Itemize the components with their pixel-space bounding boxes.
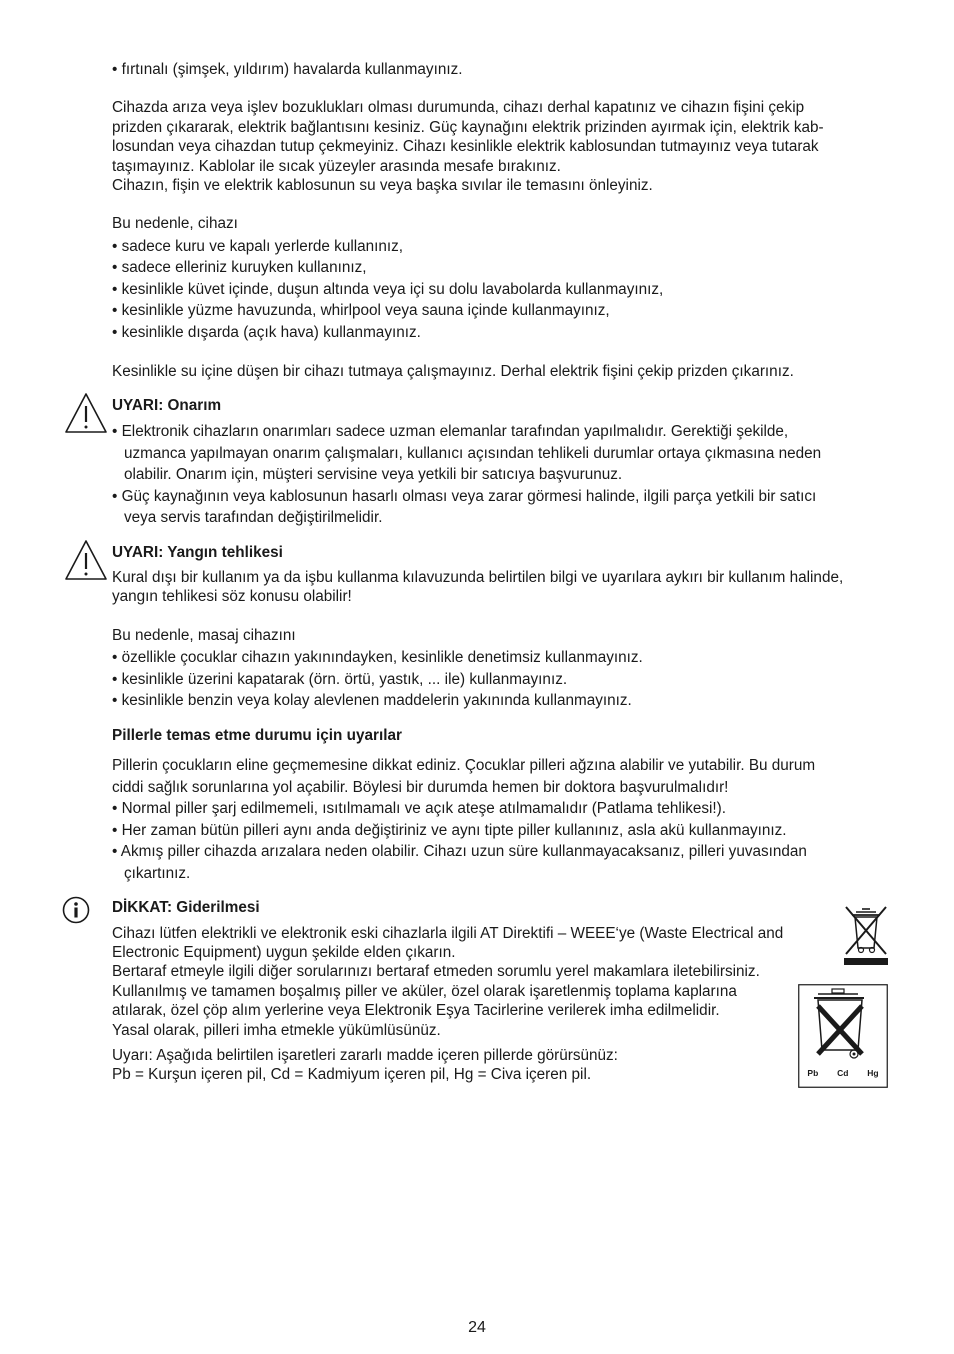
crossed-bin-icon xyxy=(842,904,890,966)
list-item: • kesinlikle dışarda (açık hava) kullanmayınız. xyxy=(112,323,421,341)
disposal-section xyxy=(112,898,892,1085)
list-item: • Akmış piller cihazda arızalara neden olabilir. Cihazı uzun süre kullanmayacaksanız, pilleri yuvasından xyxy=(112,843,807,861)
water-paragraph: Kesinlikle su içine düşen bir cihazı tutmaya çalışmayınız. Derhal elektrik fişini çekip prizden çıkarınız. xyxy=(112,363,794,381)
list-item: • kesinlikle küvet içinde, duşun altında veya içi su dolu lavabolarda kullanmayınız, xyxy=(112,280,664,298)
list-item: • kesinlikle benzin veya kolay alevlenen maddelerin yakınında kullanmayınız. xyxy=(112,692,632,710)
device-lead: Bu nedenle, cihazı xyxy=(112,215,238,233)
battery-label-hg: Hg xyxy=(867,1068,879,1079)
repair-title: UYARI: Onarım xyxy=(112,396,222,414)
batteries-section: Pillerle temas etme durumu için uyarılar Pillerin çocukların eline geçmemesine dikkat ediniz. Çocuklar pilleri ağzına alabilir ve yutabilir. Bu durum ciddi sağlık sorunlarına yol açabilir. Böylesi bir durumda hemen bir doktora başvurulmalıdır! • Normal piller şarj edilmemeli, ısıtılmamalı ve açık ateşe atılmamalıdır (Patlama tehlikesi!). • Her zaman bütün pilleri aynı anda değiştiriniz ve aynı tipte piller kullanınız, asla akü kullanmayınız. • Akmış piller cihazda arızalara neden olabilir. Cihazı uzun süre kullanmayacaksanız, pilleri yuvasından çıkartınız. xyxy=(112,726,892,884)
fire-title: UYARI: Yangın tehlikesi xyxy=(112,543,283,561)
document-body xyxy=(112,60,892,1085)
page-number: 24 xyxy=(468,1319,486,1336)
battery-label-cd: Cd xyxy=(837,1068,849,1079)
disposal-title: DİKKAT: Giderilmesi xyxy=(112,899,260,917)
list-item: • sadece elleriniz kuruyken kullanınız, xyxy=(112,259,367,277)
massage-lead: Bu nedenle, masaj cihazını xyxy=(112,626,296,644)
storm-bullet: • fırtınalı (şimşek, yıldırım) havalarda kullanmayınız. xyxy=(112,61,463,78)
warning-triangle-icon xyxy=(64,539,108,581)
disposal-text: Cihazı lütfen elektrikli ve elektronik eski cihazlarla ilgili AT Direktifi – WEEE‘ye (Waste Electrical and Electronic Equipment) uygun şekilde elden çıkarın. Bertaraf etmeyle ilgili diğer sorularınızı bertaraf etmeden sorumlu yerel makamlara iletebilirsiniz. Kullanılmış ve tamamen boşalmış piller ve aküler, özel olarak işaretlenmiş toplama kaplarına atılarak, özel çöp alım yerlerine veya Elektronik Eşya Tacirlerine verilerek imha edilmelidir. Yasal olarak, pilleri imha etmekle yükümlüsünüz. Uyarı: Aşağıda belirtilen işaretleri zararlı madde içeren pillerde görürsünüz: Pb = Kurşun içeren pil, Cd = Kadmiyum içeren pil, Hg = Civa içeren pil. xyxy=(112,924,784,1084)
list-item: • Normal piller şarj edilmemeli, ısıtılmamalı ve açık ateşe atılmamalıdır (Patlama tehlikesi!). xyxy=(112,800,727,818)
malfunction-paragraph: Cihazda arıza veya işlev bozuklukları olması durumunda, cihazı derhal kapatınız ve cihazın fişini çekip prizden çıkararak, elektrik bağlantısını kesiniz. Güç kaynağını elektrik prizinden ayırmak için, elektrik kab- losundan veya cihazdan tutup çekmeyiniz. Cihazı kesinlikle elektrik kablosundan tutmayınız veya tutarak taşımayınız. Kablolar ile sıcak yüzeyler arasında mesafe bırakınız. Cihazın, fişin ve elektrik kablosunun su veya başka sıvılar ile temasını önleyiniz. xyxy=(112,99,824,195)
info-circle-icon xyxy=(62,896,90,924)
battery-label-pb: Pb xyxy=(807,1068,819,1079)
list-item: • kesinlikle yüzme havuzunda, whirlpool veya sauna içinde kullanmayınız, xyxy=(112,302,610,320)
fire-section: UYARI: Yangın tehlikesi Kural dışı bir kullanım ya da işbu kullanma kılavuzunda belirtilen bilgi ve uyarılara aykırı bir kullanım halinde, yangın tehlikesi söz konusu olabilir! Bu nedenle, masaj cihazını • özellikle çocuklar cihazın yakınındayken, kesinlikle denetimsiz kullanmayınız. • kesinlikle üzerini kapatarak (örn. örtü, yastık, ... ile) kullanmayınız. • kesinlikle benzin veya kolay alevlenen maddelerin yakınında kullanmayınız. xyxy=(112,543,892,712)
list-item: • Her zaman bütün pilleri aynı anda değiştiriniz ve aynı tipte piller kullanınız, asla akü kullanmayınız. xyxy=(112,821,787,839)
repair-section: UYARI: Onarım • Elektronik cihazların onarımları sadece uzman elemanlar tarafından yapılmalıdır. Gerektiği şekilde, uzmanca yapılmayan onarım çalışmaları, kullanıcı açısından tehlikeli durumlar ortaya çıkmasına neden olabilir. Onarım için, müşteri servisine veya yetkili bir satıcıya başvurunuz. • Güç kaynağının veya kablosunun hasarlı olması veya zarar görmesi halinde, ilgili parça yetkili bir satıcı veya servis tarafından değiştirilmelidir. xyxy=(112,396,892,529)
battery-bin-icon xyxy=(798,984,888,1088)
device-bullets xyxy=(112,236,892,344)
list-item: • sadece kuru ve kapalı yerlerde kullanınız, xyxy=(112,237,404,255)
batteries-title: Pillerle temas etme durumu için uyarılar xyxy=(112,726,402,744)
list-item: • özellikle çocuklar cihazın yakınındayken, kesinlikle denetimsiz kullanmayınız. xyxy=(112,649,643,667)
list-item: • kesinlikle üzerini kapatarak (örn. örtü, yastık, ... ile) kullanmayınız. xyxy=(112,670,568,688)
warning-triangle-icon xyxy=(64,392,108,434)
battery-labels xyxy=(798,1068,888,1078)
